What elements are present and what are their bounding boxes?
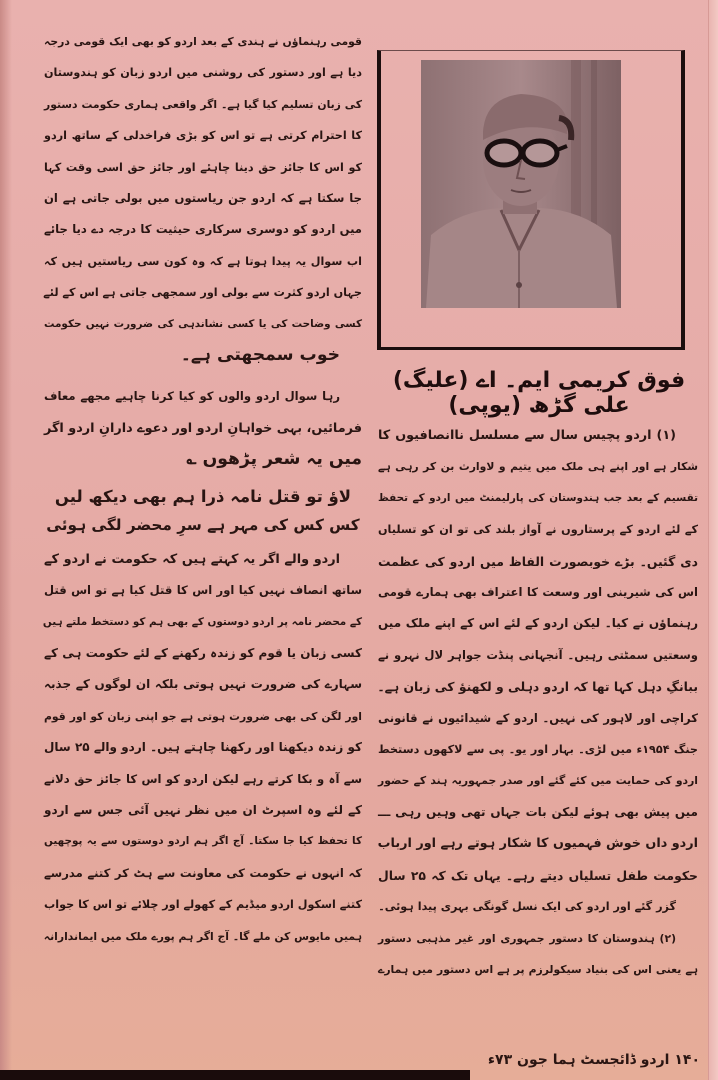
author-portrait xyxy=(421,60,621,308)
portrait-illustration xyxy=(421,60,621,308)
page-footer: ۱۴۰ اردو ڈائجسٹ ہما جون ۷۳ء xyxy=(487,1052,700,1068)
right-paragraph-2 xyxy=(378,923,698,986)
text-line: اور لگن کی بھی ضرورت ہوتی ہے جو اپنی زبان کو اور قوم xyxy=(44,709,362,723)
text-line: دیا ہے اور دستور کی روشنی میں اردو زبان کو ہندوستان xyxy=(44,66,362,80)
left-paragraph-3 xyxy=(44,544,362,952)
text-line: (۱) اردو پچیس سال سے مسلسل ناانصافیوں کا xyxy=(378,428,676,443)
text-line: کی زبان تسلیم کیا گیا ہے۔ اگر واقعی ہماری حکومت دستور xyxy=(44,97,362,111)
text-line: حکومت طفل تسلیاں دیتے رہے۔ یہاں تک کہ ۲۵ سال xyxy=(378,867,698,883)
text-line: کا تحفظ کیا جا سکتا۔ آج اگر ہم اردو دوستوں سے یہ پوچھیں xyxy=(44,835,362,848)
text-line: کراچی اور لاہور کی نہیں۔ اردو کے شیدائیوں نے قانونی xyxy=(378,710,698,725)
text-line: فرمائیں، بہی خواہانِ اردو اور دعوے دارانِ اردو اگر xyxy=(44,420,362,436)
text-line: قومی رہنماؤں نے ہندی کے بعد اردو کو بھی ایک قومی درجہ xyxy=(44,35,362,48)
text-line: کے لئے اردو کے پرستاروں نے آواز بلند کی تو ان کو تسلیاں xyxy=(378,523,698,537)
text-line: سہارے کی ضرورت نہیں ہوتی بلکہ ان لوگوں کے جذبہ xyxy=(44,677,362,692)
text-line: وسعتیں سمٹتی رہیں۔ آنجہانی پنڈت جواہر لال نہرو نے xyxy=(378,647,698,662)
text-line: جنگ ۱۹۵۴ء میں لڑی۔ بہار اور یو۔ پی سے لاکھوں دستخط xyxy=(378,743,698,757)
text-line: کسی زبان یا قوم کو زندہ رکھنے کے لئے حکومت ہی کے xyxy=(44,645,362,660)
verse xyxy=(44,482,362,540)
text-line: میں اردو کو دوسری سرکاری حیثیت کا درجہ دے دیا جائے xyxy=(44,222,362,237)
text-line: رہا سوال اردو والوں کو کیا کرنا چاہیے مجھے معاف xyxy=(44,389,340,404)
left-paragraph-1 xyxy=(44,26,362,371)
text-line: کا احترام کرتی ہے تو اس کو بڑی فراخدلی کے ساتھ اردو xyxy=(44,129,362,143)
left-paragraph-2 xyxy=(44,381,362,475)
author-byline: فوق کریمی ایم۔ اے (علیگ) علی گڑھ (یوپی) xyxy=(392,368,686,418)
right-paragraph-1 xyxy=(378,420,698,923)
scan-border xyxy=(0,1070,470,1080)
text-line: جا سکتا ہے کہ اردو جن ریاستوں میں بولی جاتی ہے ان xyxy=(44,191,362,206)
text-line: کسی وضاحت کی یا کسی نشاندہی کی ضرورت نہیں حکومت xyxy=(44,317,362,330)
text-line: میں پیش بھی ہوئے لیکن بات جہاں تھی وہیں رہی ـــ xyxy=(378,804,698,819)
page-edge xyxy=(708,0,718,1080)
verse-line: لاؤ تو قتل نامہ ذرا ہم بھی دیکھ لیں xyxy=(54,486,352,506)
text-line: گزر گئے اور اردو کی ایک نسل گونگی بہری پیدا ہوئی۔ xyxy=(378,900,676,914)
verse-line: کس کس کی مہر ہے سرِ محضر لگی ہوئی xyxy=(46,515,360,534)
text-line: خوب سمجھتی ہے۔ xyxy=(180,345,340,366)
text-line: جہاں اردو کثرت سے بولی اور سمجھی جاتی ہے اس کے لئے xyxy=(43,286,362,300)
text-line: کو اس کا جائز حق دینا چاہئے اور جائز حق اسی وقت کہا xyxy=(44,160,362,174)
text-line: کو زندہ دیکھنا اور رکھنا چاہتے ہیں۔ اردو والے ۲۵ سال xyxy=(44,740,362,755)
text-line: دی گئیں۔ بڑے خوبصورت الفاظ میں اردو کی عظمت xyxy=(378,553,698,569)
text-line: کہ انہوں نے حکومت کی معاونت سے ہٹ کر کتنے مدرسے xyxy=(44,865,362,880)
text-line: اردو داں خوش فہمیوں کا شکار ہوتے رہے اور ارباب xyxy=(377,836,698,852)
text-line: ببانگِ دہل کہا تھا کہ اردو دہلی و لکھنؤ کی زبان ہے۔ xyxy=(377,679,698,695)
text-line: اب سوال یہ پیدا ہوتا ہے کہ وہ کون سی ریاستیں ہیں کہ xyxy=(44,254,362,268)
right-column xyxy=(378,420,698,985)
text-line: رہنماؤں نے کیا۔ لیکن اردو کے لئے اس کے اپنے ملک میں xyxy=(378,616,698,631)
text-line: شکار ہے اور اپنے ہی ملک میں یتیم و لاوارث بن کر رہی ہے xyxy=(378,460,698,474)
text-line: (۲) ہندوستان کا دستور جمہوری اور غیر مذہبی دستور xyxy=(378,931,676,945)
text-line: ہے یعنی اس کی بنیاد سیکولرزم پر ہے اس دستور میں ہمارے xyxy=(378,962,698,976)
text-line: کے لئے وہ اسپرٹ ان میں نظر نہیں آئی جس سے اردو xyxy=(44,802,362,817)
text-line: ہمیں مایوس کن ملے گا۔ آج اگر ہم پورے ملک میں ایماندارانہ xyxy=(43,929,362,943)
text-line: میں یہ شعر پڑھوں ؎ xyxy=(186,449,362,470)
text-line: تقسیم کے بعد جب ہندوستان کی پارلیمنٹ میں اردو کے تحفظ xyxy=(378,491,698,504)
text-line: کے محضر نامہ پر اردو دوستوں کے بھی ہم کو دستخط ملتے ہیں xyxy=(42,615,362,628)
text-line: اردو والے اگر یہ کہتے ہیں کہ حکومت نے اردو کے xyxy=(44,551,340,567)
text-line: اس کی شیرینی اور وسعت کا اعتراف بھی ہمارے قومی xyxy=(378,585,698,600)
left-column xyxy=(44,26,362,952)
text-line: کتنے اسکول اردو میڈیم کے کھولے اور چلائے تو اس کا جواب xyxy=(44,898,362,912)
text-line: اردو کی حمایت میں کئے گئے اور صدر جمہوریہ ہند کے حضور xyxy=(378,774,698,788)
text-line: ساتھ انصاف نہیں کیا اور اس کا قتل کیا ہے تو اس قتل xyxy=(44,583,362,598)
text-line: سے آہ و بکا کرتے رہے لیکن اردو کو اس کا جائز حق دلانے xyxy=(44,771,362,786)
